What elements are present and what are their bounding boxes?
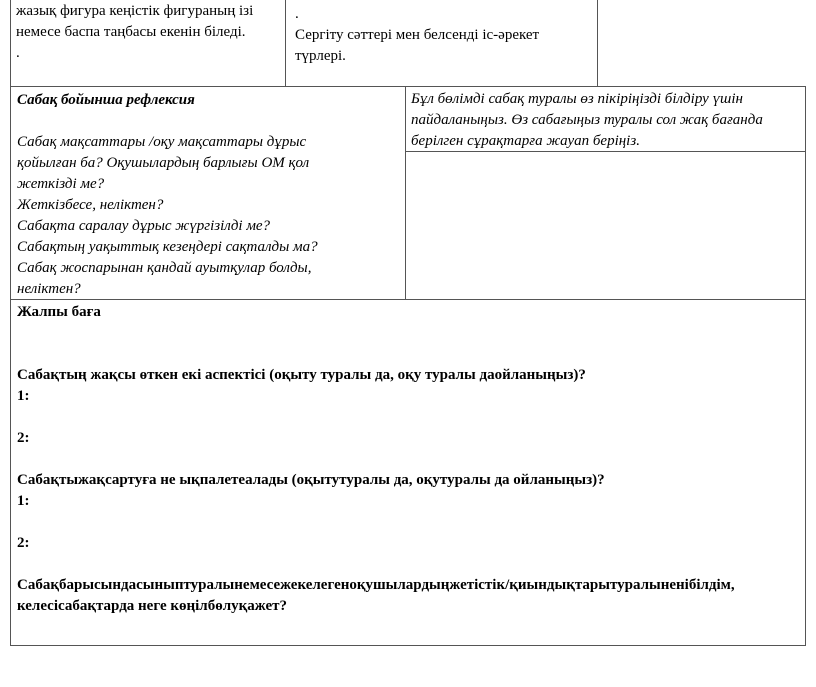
overall-question-3-line-2: келесісабақтарда неге көңілбөлуқажет? (17, 598, 287, 614)
question-2-answer-1-label: 1: (17, 493, 30, 509)
reflection-question-line: неліктен? (17, 281, 81, 297)
activities-line-3: түрлері. (295, 48, 346, 64)
spacer (17, 407, 805, 428)
reflection-answer-cell[interactable] (405, 151, 806, 300)
overall-heading: Жалпы баға (17, 304, 101, 320)
objective-line-2: немесе баспа таңбасы екенін біледі. (16, 24, 246, 40)
overall-evaluation-cell (10, 299, 806, 646)
overall-question-1: Сабақтың жақсы өткен екі аспектісі (оқыту туралы да, оқу туралы даойланыңыз)? (17, 367, 586, 383)
spacer (17, 449, 805, 470)
activities-line-1: . (295, 6, 299, 22)
objective-cell (10, 0, 286, 87)
objective-line-1: жазық фигура кеңістік фигураның ізі (16, 3, 254, 19)
overall-question-3-line-1: Сабақбарысындасыныптуралынемесежекелегеноқушылардыңжетістік/қиындықтарытуралыненібілдім, (17, 577, 735, 593)
reflection-question-line: Сабақта саралау дұрыс жүргізілді ме? (17, 218, 271, 234)
instruction-line-3: берілген сұрақтарға жауап беріңіз. (411, 133, 640, 149)
reflection-question-line: жеткізді ме? (17, 176, 105, 192)
spacer (17, 323, 805, 344)
instruction-line-1: Бұл бөлімді сабақ туралы өз пікіріңізді білдіру үшін (411, 91, 743, 107)
question-2-answer-2-label: 2: (17, 535, 30, 551)
spacer (17, 344, 805, 365)
reflection-question-line: Сабақтың уақыттық кезеңдері сақталды ма? (17, 239, 318, 255)
reflection-question-line: Сабақ жоспарынан қандай ауытқулар болды, (17, 260, 312, 276)
objective-line-3: . (16, 45, 20, 61)
reflection-question-line: Сабақ мақсаттары /оқу мақсаттары дұрыс (17, 134, 307, 150)
reflection-question-line: қойылған ба? Оқушылардың барлығы ОМ қол (17, 155, 310, 171)
question-1-answer-2-label: 2: (17, 430, 30, 446)
overall-question-2: Сабақтыжақсартуға не ықпалетеалады (оқытутуралы да, оқутуралы да ойланыңыз)? (17, 472, 605, 488)
spacer (17, 512, 805, 533)
question-1-answer-1-label: 1: (17, 388, 30, 404)
activities-line-2: Сергіту сәттері мен белсенді іс-әрекет (295, 27, 540, 43)
spacer (17, 554, 805, 575)
reflection-question-line: Жеткізбесе, неліктен? (17, 197, 164, 213)
reflection-heading: Сабақ бойынша рефлексия (17, 92, 195, 108)
reflection-questions-cell (10, 86, 406, 300)
activities-cell (285, 0, 598, 87)
spacer (17, 111, 405, 132)
instruction-line-2: пайдаланыңыз. Өз сабағыңыз туралы сол жақ бағанда (411, 112, 763, 128)
reflection-instruction-cell (405, 86, 806, 152)
